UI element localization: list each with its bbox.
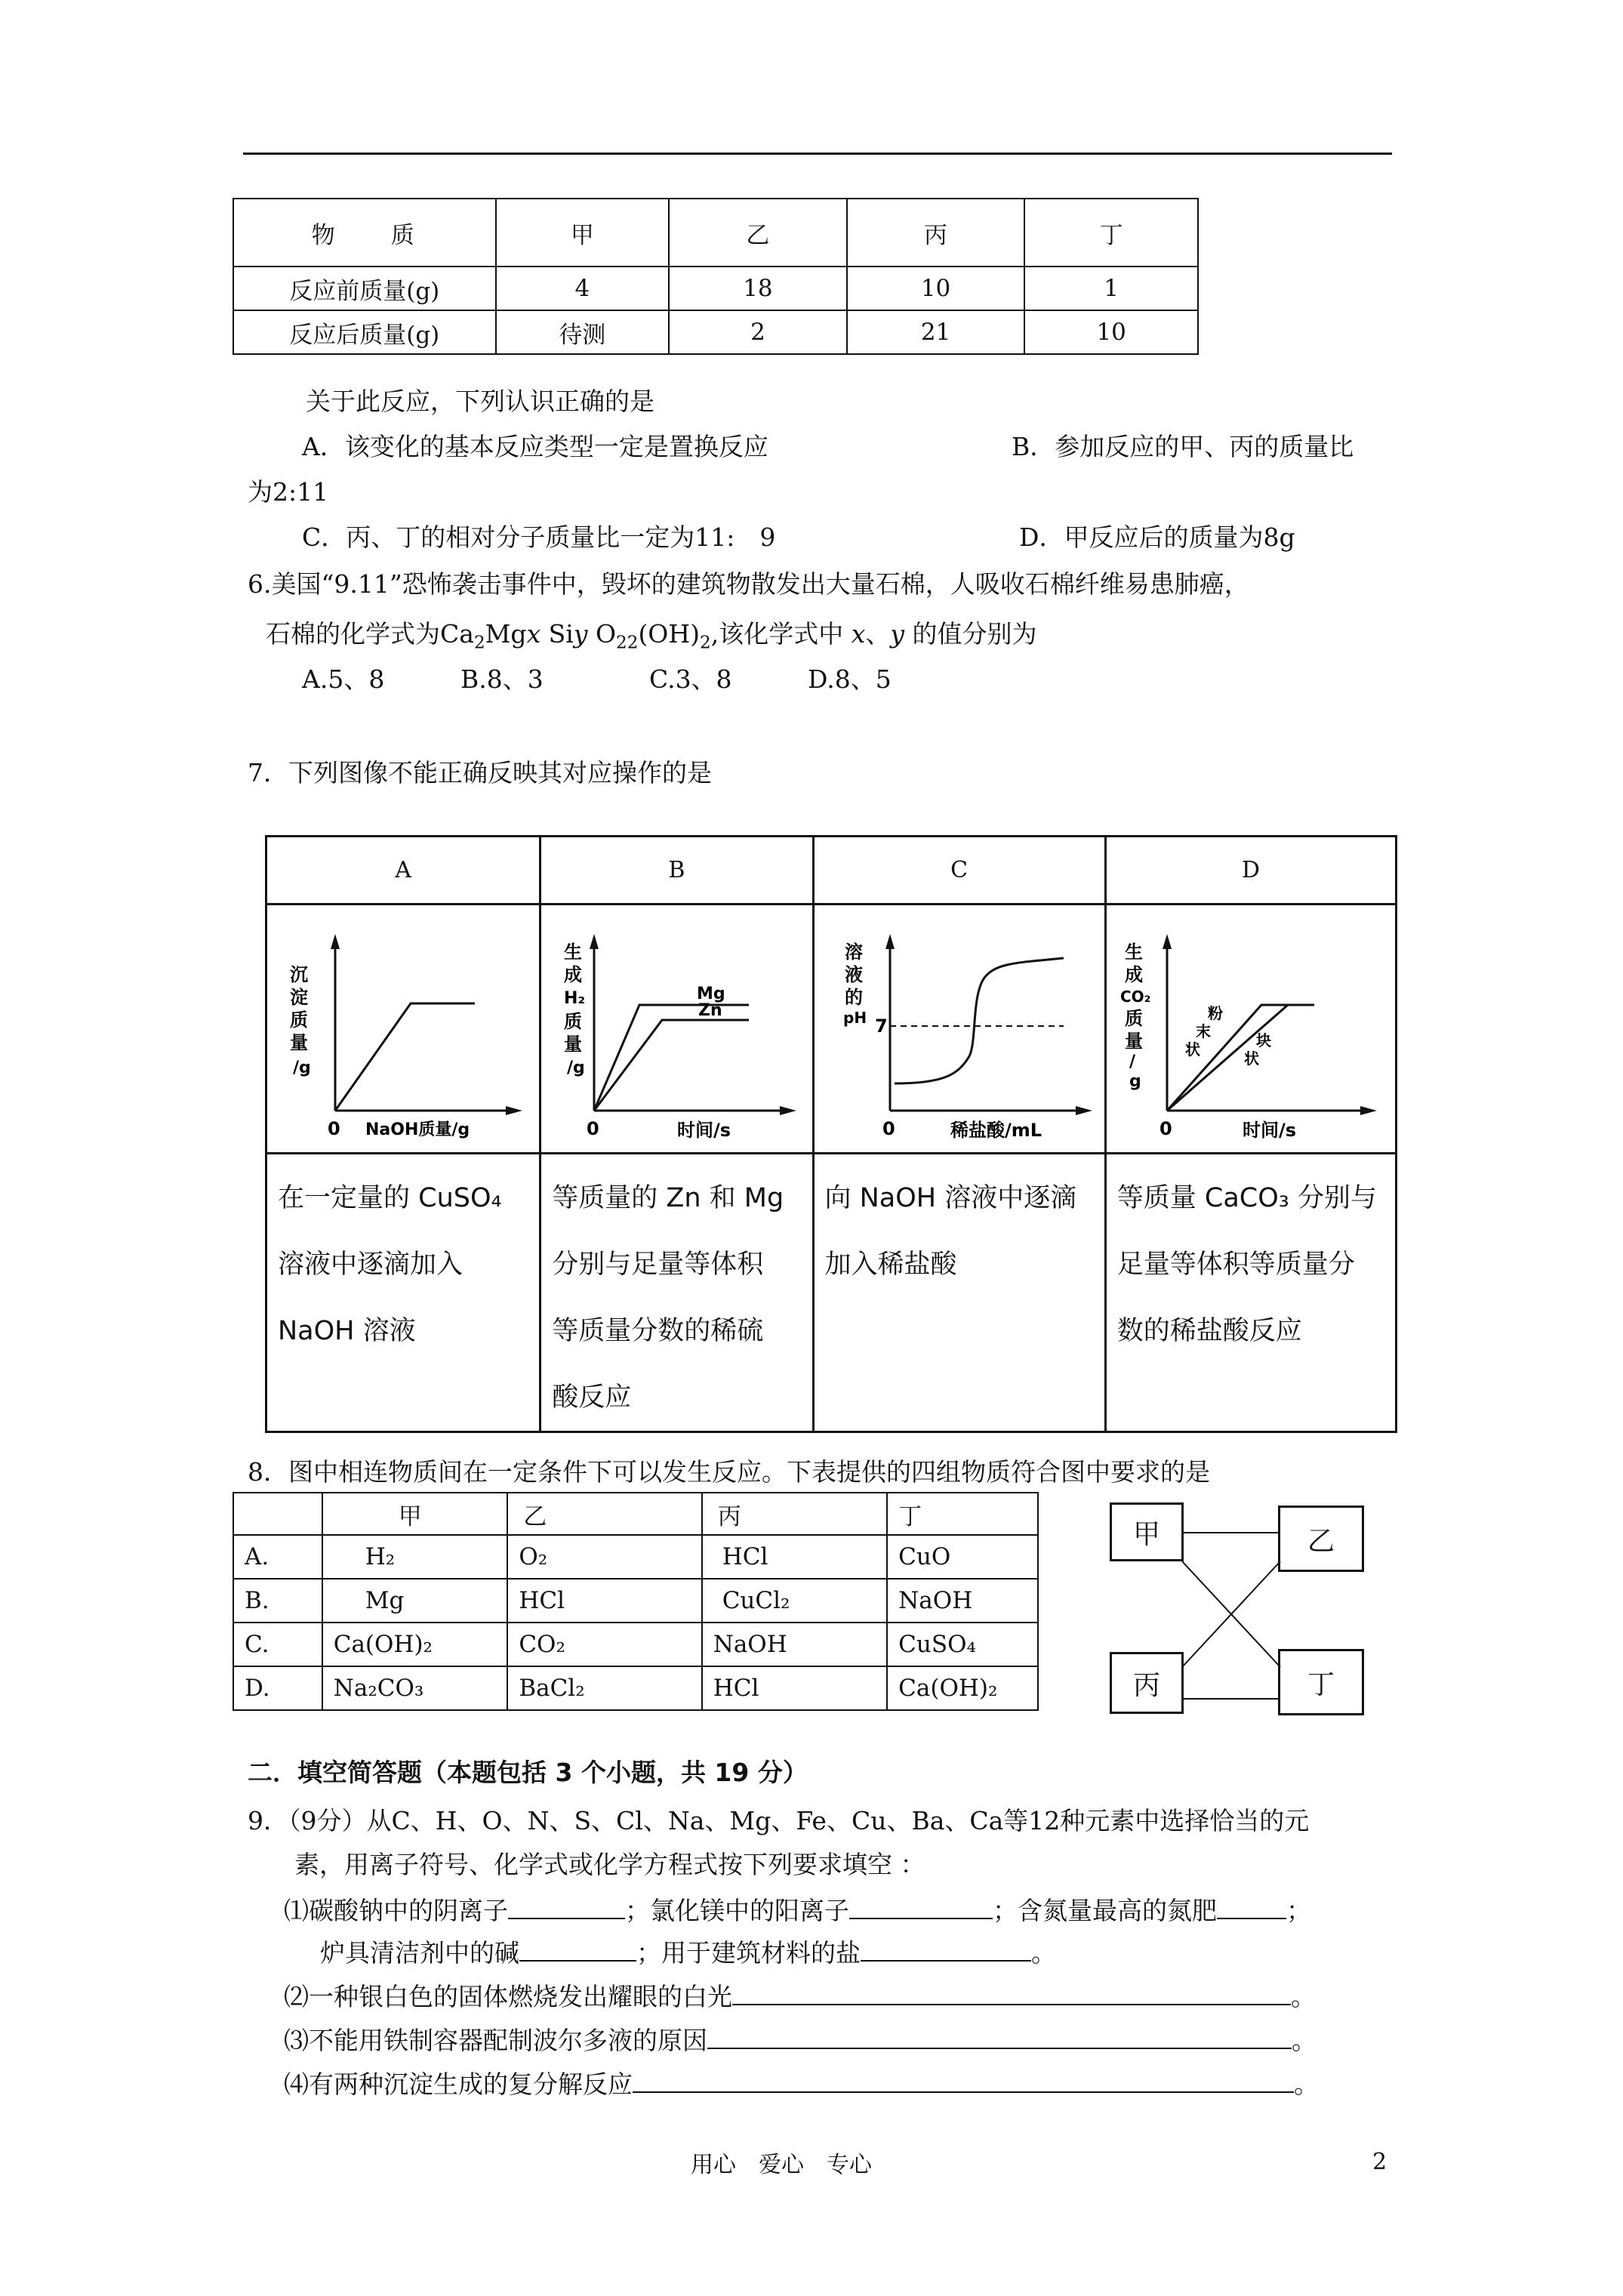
table-cell: B.: [233, 1579, 322, 1623]
q6-stem-line1: 6.美国“9.11”恐怖袭击事件中，毁坏的建筑物散发出大量石棉，人吸收石棉纤维易患肺癌，: [248, 569, 1249, 599]
q7-stem: 7．下列图像不能正确反映其对应操作的是: [248, 758, 712, 787]
q9-prompt: 。: [1292, 2026, 1317, 2055]
table-row: [233, 1535, 1038, 1579]
table-cell: CuCl₂: [702, 1579, 887, 1623]
graph-d-ylabel: 生: [1124, 942, 1143, 963]
graph-d: [1107, 905, 1394, 1151]
q8-header-cell: 丁: [887, 1493, 1038, 1535]
table-cell: 4: [496, 267, 670, 310]
graph-b-ylabel: 生: [564, 942, 583, 963]
q9-prompt: ；氯化镁中的阳离子: [625, 1896, 849, 1925]
graph-c-ylabel: pH: [842, 1009, 867, 1027]
q7-graph-row: [266, 905, 1397, 1154]
graph-b-ylabel: 质: [564, 1011, 583, 1032]
q8-header-cell: 甲: [322, 1493, 508, 1535]
table-cell: HCl: [702, 1666, 887, 1710]
graph-c-ylabel: 液: [844, 964, 863, 985]
q9-stem-line2: 素，用离子符号、化学式或化学方程式按下列要求填空 ：: [294, 1850, 925, 1879]
graph-a-y-arrow: [331, 934, 340, 949]
diagram-node-bing: 丙: [1110, 1652, 1184, 1714]
q9-prompt: ⑷有两种沉淀生成的复分解反应: [284, 2069, 633, 2099]
answer-blank[interactable]: [633, 2066, 1294, 2093]
graph-b-ylabel: 量: [564, 1034, 583, 1055]
graph-d-origin: 0: [1159, 1118, 1172, 1139]
q6-var-y: y: [890, 619, 904, 649]
diagram-node-jia: 甲: [1110, 1502, 1184, 1561]
q9-prompt: ；含氮量最高的氮肥: [993, 1896, 1217, 1925]
graph-d-ylabel: /: [1129, 1052, 1135, 1071]
q5-header-cell: 乙: [669, 199, 847, 267]
table-cell: A.: [233, 1535, 322, 1579]
graph-d-description-line: 等质量 CaCO₃ 分别与: [1116, 1183, 1377, 1213]
graph-b-curve-zn: [594, 1020, 749, 1111]
graph-d-label-powder: 状: [1184, 1040, 1200, 1059]
answer-blank[interactable]: [849, 1892, 993, 1919]
table-cell: Mg: [322, 1579, 508, 1623]
graph-b-description: [540, 1154, 813, 1432]
graph-b-origin: 0: [587, 1118, 599, 1139]
graph-b-x-arrow: [780, 1106, 796, 1115]
q9-stem-line1: 9．（9分）从C、H、O、N、S、Cl、Na、Mg、Fe、Cu、Ba、Ca等12种元素中选择恰当的元: [248, 1806, 1310, 1835]
q6-var-x: x: [526, 619, 541, 649]
answer-blank[interactable]: [519, 1934, 636, 1962]
graph-a-x-arrow: [506, 1106, 522, 1115]
table-cell: O₂: [507, 1535, 701, 1579]
graph-d-ylabel: 质: [1124, 1008, 1143, 1029]
header-rule: [243, 153, 1392, 155]
q5-table: [233, 198, 1199, 355]
q6-text: ,该化学式中: [710, 619, 852, 649]
q5-header-cell: 丁: [1024, 199, 1198, 267]
q9-prompt: 。: [1291, 1982, 1316, 2011]
q6-subscript: 2: [473, 633, 485, 653]
graph-d-ylabel: 量: [1124, 1031, 1143, 1052]
table-cell: Ca(OH)₂: [887, 1666, 1038, 1710]
table-cell: Ca(OH)₂: [322, 1623, 508, 1666]
q9-part2: [284, 1978, 1316, 2014]
table-cell: HCl: [702, 1535, 887, 1579]
table-cell: 2: [669, 310, 847, 354]
table-cell: D.: [233, 1666, 322, 1710]
q9-prompt: 。: [1294, 2069, 1319, 2099]
graph-a-xlabel: NaOH质量/g: [365, 1120, 470, 1139]
diagram-node-yi: 乙: [1278, 1505, 1364, 1572]
graph-d-description-line: 数的稀盐酸反应: [1116, 1316, 1302, 1346]
graph-b-ylabel: /g: [567, 1059, 586, 1077]
q6-subscript: 22: [616, 633, 639, 653]
q6-var-y: y: [573, 619, 588, 649]
q8-header-row: [233, 1493, 1038, 1535]
table-row: [233, 1666, 1038, 1710]
section-title: 二．填空简答题（本题包括 3 个小题，共 19 分）: [248, 1758, 808, 1787]
answer-blank[interactable]: [508, 1892, 625, 1919]
q9-prompt: ⑵一种银白色的固体燃烧发出耀眼的白光: [284, 1982, 732, 2011]
graph-d-y-arrow: [1163, 934, 1172, 949]
table-row: [233, 1623, 1038, 1666]
q5-header-cell: 丙: [847, 199, 1025, 267]
q9-prompt: 。: [1031, 1938, 1056, 1968]
q5-option-d: D．甲反应后的质量为8g: [1019, 522, 1295, 552]
q7-graph-table: [265, 835, 1397, 1433]
graph-d-label-lump: 状: [1243, 1049, 1259, 1068]
graph-c-y-arrow: [885, 934, 895, 949]
diagram-node-ding: 丁: [1278, 1649, 1364, 1715]
q6-subscript: 2: [700, 633, 711, 653]
graph-d-label-powder: 粉: [1207, 1004, 1223, 1022]
table-cell: HCl: [507, 1579, 701, 1623]
graph-b-ylabel: H₂: [564, 989, 586, 1008]
table-cell: Na₂CO₃: [322, 1666, 508, 1710]
table-cell: 18: [669, 267, 847, 310]
graph-a: [267, 905, 537, 1151]
q5-option-b-continued: 为2:11: [248, 477, 329, 507]
graph-a-ylabel: /g: [293, 1059, 311, 1077]
graph-a-cell: [266, 905, 540, 1154]
table-cell: 10: [1024, 310, 1198, 354]
q5-option-a: A．该变化的基本反应类型一定是置换反应: [302, 432, 768, 461]
answer-blank[interactable]: [707, 2022, 1292, 2049]
graph-d-label-powder: 末: [1195, 1022, 1211, 1040]
q8-header-cell: 乙: [507, 1493, 701, 1535]
q9-prompt: ；: [1286, 1896, 1311, 1925]
table-cell: NaOH: [887, 1579, 1038, 1623]
table-cell: 1: [1024, 267, 1198, 310]
graph-a-ylabel: 量: [290, 1032, 308, 1053]
graph-b-ylabel: 成: [564, 964, 583, 985]
q6-text: Mg: [485, 619, 527, 649]
q7-description-row: [266, 1154, 1397, 1432]
graph-b-description-line: 等质量的 Zn 和 Mg: [552, 1183, 784, 1213]
answer-blank[interactable]: [1217, 1892, 1286, 1919]
q6-option-a: A.5、8: [302, 664, 385, 694]
graph-d-cell: [1105, 905, 1396, 1154]
graph-a-ylabel: 质: [290, 1009, 308, 1031]
graph-c-cell: [813, 905, 1105, 1154]
table-cell: CuO: [887, 1535, 1038, 1579]
q9-part1-line1: [284, 1892, 1311, 1928]
graph-d-ylabel: 成: [1124, 964, 1143, 985]
answer-blank[interactable]: [861, 1934, 1031, 1962]
graph-c-curve: [895, 958, 1064, 1083]
graph-a-ylabel: 沉: [290, 964, 308, 985]
table-cell: 待测: [496, 310, 670, 354]
q9-part3: [284, 2022, 1317, 2057]
q7-header-b: B: [540, 837, 813, 905]
graph-a-description: [266, 1154, 540, 1432]
graph-d-ylabel: g: [1129, 1072, 1141, 1091]
table-cell: H₂: [322, 1535, 508, 1579]
graph-c-x-arrow: [1076, 1106, 1092, 1115]
table-cell: 10: [847, 267, 1025, 310]
q5-header-cell: 甲: [496, 199, 670, 267]
q8-table: [233, 1492, 1039, 1711]
q5-option-b: B．参加反应的甲、丙的质量比: [1012, 432, 1354, 461]
table-row: [233, 1579, 1038, 1623]
q6-text: Si: [540, 619, 574, 649]
q6-var-x: x: [851, 619, 866, 649]
q7-header-a: A: [266, 837, 540, 905]
graph-d-x-arrow: [1360, 1106, 1377, 1115]
graph-d-xlabel: 时间/s: [1242, 1120, 1296, 1141]
q6-text: 石棉的化学式为Ca: [266, 619, 474, 649]
graph-c-xlabel: 稀盐酸/mL: [950, 1120, 1042, 1141]
answer-blank[interactable]: [732, 1978, 1291, 2005]
table-cell: 反应前质量(g): [233, 267, 496, 310]
graph-b-description-line: 等质量分数的稀硫: [552, 1316, 764, 1346]
graph-a-curve: [335, 1003, 475, 1111]
graph-d-ylabel: CO₂: [1119, 988, 1151, 1006]
table-row: [233, 310, 1198, 354]
graph-c-tick-7: 7: [874, 1015, 888, 1037]
q6-option-d: D.8、5: [808, 664, 892, 694]
graph-a-description-line: 在一定量的 CuSO₄: [278, 1183, 502, 1213]
graph-c-description-line: 加入稀盐酸: [824, 1250, 957, 1280]
graph-b-description-line: 酸反应: [552, 1382, 632, 1413]
q5-header-row: [233, 199, 1198, 267]
graph-a-description-line: NaOH 溶液: [278, 1316, 416, 1346]
table-row: [233, 267, 1198, 310]
q7-header-d: D: [1105, 837, 1396, 905]
graph-d-description-line: 足量等体积等质量分: [1116, 1250, 1355, 1280]
table-cell: 反应后质量(g): [233, 310, 496, 354]
q8-stem: 8．图中相连物质间在一定条件下可以发生反应。下表提供的四组物质符合图中要求的是: [248, 1457, 1210, 1487]
footer-motto: 用心 爱心 专心: [691, 2152, 872, 2178]
graph-b-description-line: 分别与足量等体积: [552, 1250, 764, 1280]
graph-b-cell: [540, 905, 813, 1154]
table-cell: 21: [847, 310, 1025, 354]
graph-c-description-line: 向 NaOH 溶液中逐滴: [824, 1183, 1077, 1213]
q6-stem-line2: [266, 618, 1037, 660]
graph-a-origin: 0: [328, 1118, 340, 1139]
graph-d-description: [1105, 1154, 1396, 1432]
table-cell: CO₂: [507, 1623, 701, 1666]
table-cell: BaCl₂: [507, 1666, 701, 1710]
q5-header-cell: 物 质: [233, 199, 496, 267]
graph-b: [541, 905, 810, 1151]
q9-prompt: 炉具清洁剂中的碱: [320, 1938, 519, 1968]
graph-b-y-arrow: [590, 934, 599, 949]
q9-prompt: ⑶不能用铁制容器配制波尔多液的原因: [284, 2026, 707, 2055]
graph-d-label-lump: 块: [1255, 1031, 1271, 1049]
q6-option-b: B.8、3: [460, 664, 544, 694]
q5-option-c: C．丙、丁的相对分子质量比一定为11: 9: [302, 522, 776, 552]
q6-text: O: [587, 619, 617, 649]
graph-b-label-mg: Mg: [697, 985, 725, 1003]
q7-header-row: [266, 837, 1397, 905]
graph-b-label-zn: Zn: [698, 1001, 722, 1020]
q8-header-cell: 丙: [702, 1493, 887, 1535]
graph-c: [815, 905, 1103, 1151]
graph-c-ylabel: 的: [844, 987, 863, 1008]
q5-stem: 关于此反应，下列认识正确的是: [306, 387, 654, 416]
page-number: 2: [1372, 2149, 1387, 2175]
q6-text: 、: [865, 619, 891, 649]
table-cell: CuSO₄: [887, 1623, 1038, 1666]
graph-c-origin: 0: [882, 1118, 895, 1139]
graph-b-xlabel: 时间/s: [677, 1120, 731, 1141]
q7-header-c: C: [813, 837, 1105, 905]
graph-c-ylabel: 溶: [844, 942, 863, 963]
q6-text: 的值分别为: [904, 619, 1037, 649]
graph-a-description-line: 溶液中逐滴加入: [278, 1250, 463, 1280]
q9-part1-line2: [320, 1934, 1056, 1970]
q6-text: (OH): [638, 619, 701, 649]
q8-header-cell: [233, 1493, 322, 1535]
q9-prompt: ；用于建筑材料的盐: [636, 1938, 861, 1968]
graph-a-ylabel: 淀: [290, 987, 308, 1008]
q9-prompt: ⑴碳酸钠中的阴离子: [284, 1896, 508, 1925]
table-cell: NaOH: [702, 1623, 887, 1666]
table-cell: C.: [233, 1623, 322, 1666]
q6-option-c: C.3、8: [649, 664, 732, 694]
graph-c-description: [813, 1154, 1105, 1432]
q9-part4: [284, 2066, 1319, 2101]
